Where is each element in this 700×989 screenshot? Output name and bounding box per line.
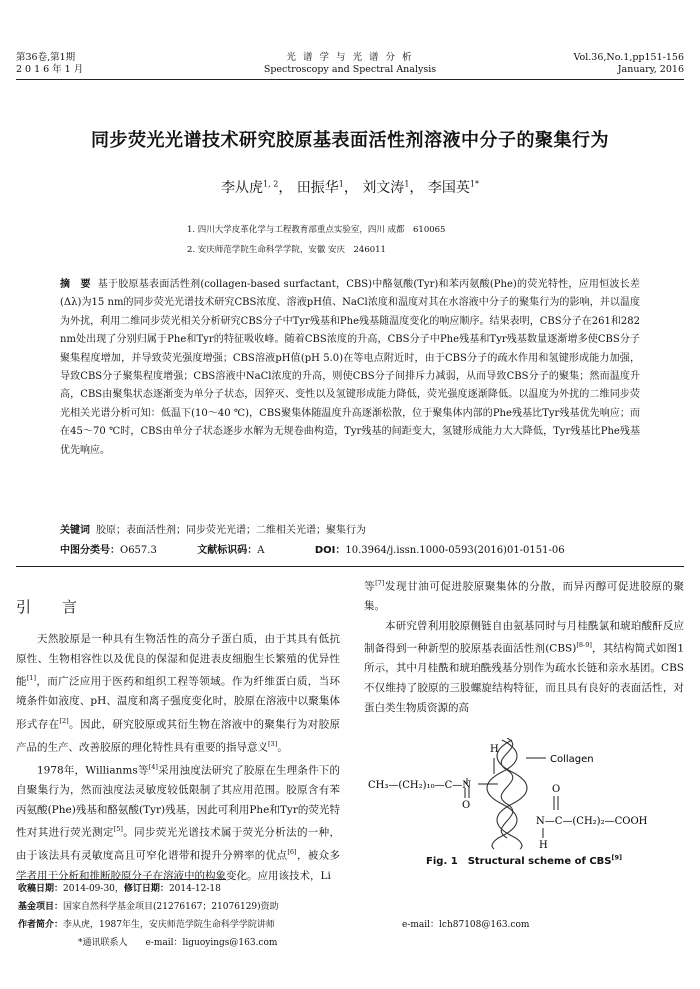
- h-atom-top: H: [490, 744, 499, 755]
- author-name: 李国英: [427, 180, 470, 196]
- page-title: 同步荧光光谱技术研究胶原基表面活性剂溶液中分子的聚集行为: [91, 130, 609, 151]
- header-rule: [16, 79, 684, 80]
- affiliation: 1. 四川大学皮革化学与工程教育部重点实验室，四川 成都 610065: [187, 225, 446, 235]
- footnote-corresponding: *通讯联系人 e-mail：liguoyings@163.com: [78, 938, 278, 948]
- author-name: 田振华: [296, 180, 339, 196]
- abstract-body: 基于胶原基表面活性剂(collagen-based surfactant，CBS)中酪氨酸(Tyr)和苯丙氨酸(Phe)的荧光特性，应用恒波长差(Δλ)为15 nm的同步荧光光谱技术研究CBS浓度、溶液pH值、NaCl浓度和温度对其在水溶液中分子的聚集行为的影响，并以温度为外扰，利用二维同步荧光相关分析研究CBS分子中Tyr残基和Phe残基随温度变化的响应顺序。结果表明，CBS分子在261和282 nm处出现了分别归属于Phe和Tyr的特征吸收峰。随着CBS浓度的升高，CBS分子中Phe残基和Tyr残基数量逐渐增多使CBS分子聚集程度增加，并导致荧光强度增强；CBS溶液pH值(pH 5.0)在等电点附近时，由于CBS分子的疏水作用和氢键形成能力加强，导致CBS分子聚集程度增强；CBS溶液中NaCl浓度的升高，则使CBS分子间排斥力减弱，从而导致CBS分子的聚集；然而温度升高，CBS由聚集状态逐渐变为单分子状态，因猝灭、变性以及氢键形成能力降低，荧光强度逐渐降低。以温度为外扰的二维同步荧光相关光谱分析可知：低温下(10～40 ℃)，CBS聚集体随温度升高逐渐松散，位于聚集体内部的Phe残基比Tyr残基优先响应；而在45～70 ℃时，CBS由单分子状态逐步水解为无规卷曲构造，Tyr残基的间距变大，氢键形成能力大大降低，Tyr残基比Phe残基优先响应。: [60, 279, 641, 456]
- journal-pages: Vol.36,No.1,pp151-156 January, 2016: [573, 52, 684, 75]
- author-affil: 1, 2: [263, 179, 279, 189]
- collagen-label: Collagen: [550, 754, 594, 765]
- footnote-author-email: e-mail：lch87108@163.com: [402, 920, 530, 930]
- o-atom-top: O: [462, 800, 471, 811]
- figure-caption: Fig. 1 Structural scheme of CBS[9]: [426, 853, 622, 867]
- keywords: 关键词 胶原；表面活性剂；同步荧光光谱；二维相关光谱；聚集行为: [60, 525, 366, 536]
- right-column: 等[7]发现甘油可促进胶原聚集体的分散，而异丙醇可促进胶原的聚集。 本研究曾利用胶原侧链自由氨基同时与月桂酰氯和琥珀酸酐反应制备得到一种新型的胶原基表面活性剂(CBS)[8-9]，其结构简式如图1所示，其中月桂酰和琥珀酰残基分别作为疏水长链和亲水基团。CBS不仅维持了胶原的三股螺旋结构特征，而且具有良好的表面活性，对蛋白类生物质资源的高: [364, 579, 685, 714]
- journal-name: 光 谱 学 与 光 谱 分 析 Spectroscopy and Spectral Analysis: [263, 52, 437, 75]
- abstract-label: 摘 要: [60, 279, 91, 290]
- o-atom-bottom: O: [552, 784, 561, 795]
- footnote-rule: [16, 879, 226, 880]
- h-atom-bottom: H: [539, 840, 548, 850]
- author-affil: 1: [404, 179, 410, 189]
- footnote-dates: 收稿日期：2014-09-30，修订日期：2014-12-18: [18, 884, 221, 894]
- author-affil: 1*: [469, 179, 479, 189]
- affiliation: 2. 安庆师范学院生命科学学院，安徽 安庆 246011: [187, 245, 386, 255]
- structure-figure: [364, 738, 684, 850]
- author-name: 刘文涛: [362, 180, 405, 196]
- section-heading: 引 言: [16, 598, 86, 616]
- classification-line: 中图分类号：O657.3 文献标识码：A DOI：10.3964/j.issn.1000-0593(2016)01-0151-06: [60, 545, 565, 556]
- left-column: 天然胶原是一种具有生物活性的高分子蛋白质，由于其具有低抗原性、生物相容性以及优良的保湿和促进表皮细胞生长繁殖的优异性能[1]，而广泛应用于医药和组织工程等领域。作为纤维蛋白质，当环境条件如液度、pH、温度和离子强度变化时，胶原在溶液中以聚集体形式存在[2]。因此，研究胶原或其衍生物在溶液中的聚集行为对胶原产品的生产、改善胶原的理化特性具有重要的指导意义[3]。 1978年，Willianms等[4]采用浊度法研究了胶原在生理条件下的自聚集行为，然而浊度法灵敏度较低限制了其应用范围。胶原含有苯丙氨酸(Phe)残基和酪氨酸(Tyr)残基，因此可利用Phe和Tyr的荧光特性对其进行荧光测定[5]。同步荧光光谱技术属于荧光分析法的一种，由于该法具有灵敏度高且可窄化谱带和提升分辨率的优点[6]，被众多学者用于分析和推断胶原分子在溶液中的构象变化。应用该技术，Li: [16, 633, 341, 882]
- lauroyl-chain: CH₃—(CH₂)₁₀—C—N: [368, 780, 471, 791]
- author-list: 李从虎$^{1, 2}$， 田振华$^1$， 刘文涛$^1$， 李国英$^{1*}$: [221, 179, 479, 196]
- section-rule: [16, 566, 684, 567]
- footnote-fund: 基金项目：国家自然科学基金项目(21276167；21076129)资助: [18, 902, 279, 912]
- abstract: [60, 276, 640, 460]
- author-name: 李从虎: [221, 180, 264, 196]
- author-affil: 1: [338, 179, 344, 189]
- footnote-author: 作者简介：李从虎，1987年生，安庆师范学院生命科学学院讲师: [18, 920, 275, 930]
- succinyl-chain: N—C—(CH₂)₂—COOH: [536, 816, 648, 827]
- journal-volume: 第36卷,第1期 2016年1月: [16, 52, 87, 75]
